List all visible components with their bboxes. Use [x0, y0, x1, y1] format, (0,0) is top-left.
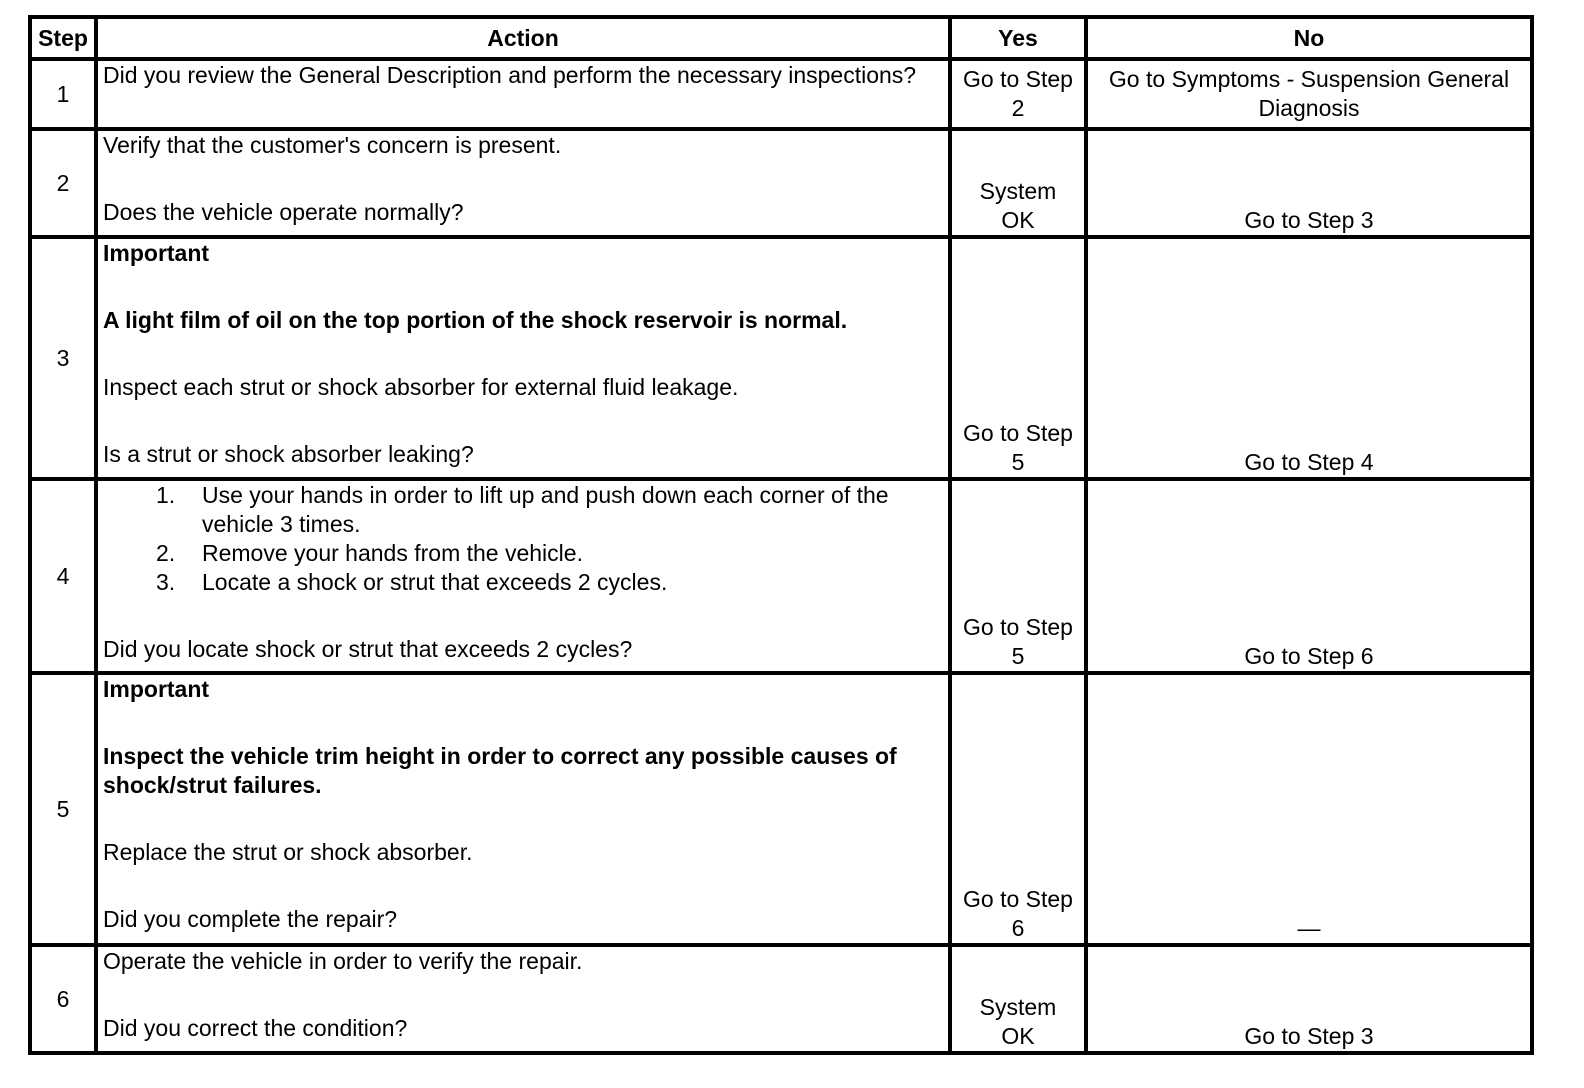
list-item: 3. Locate a shock or strut that exceeds 2 cycles.: [156, 569, 668, 595]
yes-cell: [950, 945, 1086, 1053]
header-action: Action: [96, 17, 950, 59]
step-number: 3: [30, 237, 96, 479]
header-step: Step: [30, 17, 96, 59]
action-text: Operate the vehicle in order to verify the repair.: [103, 948, 583, 974]
important-text: Inspect the vehicle trim height in order to correct any possible causes of shock/strut failures.: [103, 743, 904, 798]
action-cell: [96, 237, 950, 479]
procedure-list: [103, 481, 943, 597]
yes-text: System OK: [979, 994, 1057, 1049]
no-cell: Go to Step 3: [1086, 945, 1532, 1053]
question-text: Did you complete the repair?: [103, 906, 398, 932]
action-cell: [96, 129, 950, 237]
no-cell: Go to Step 3: [1086, 129, 1532, 237]
table-row: [30, 673, 1532, 945]
important-label: Important: [103, 240, 210, 266]
header-yes: Yes: [950, 17, 1086, 59]
yes-cell: Go to Step 5: [950, 237, 1086, 479]
yes-cell: Go to Step 6: [950, 673, 1086, 945]
no-cell: —: [1086, 673, 1532, 945]
step-number: 6: [30, 945, 96, 1053]
table-row: [30, 237, 1532, 479]
diagnostic-table: [28, 15, 1534, 1055]
step-number: 5: [30, 673, 96, 945]
action-cell: [96, 59, 950, 129]
header-no: No: [1086, 17, 1532, 59]
list-item: 2. Remove your hands from the vehicle.: [156, 540, 583, 566]
yes-cell: [950, 129, 1086, 237]
question-text: Is a strut or shock absorber leaking?: [103, 441, 474, 467]
no-cell: Go to Symptoms - Suspension General Diagnosis: [1086, 59, 1532, 129]
table-row: [30, 129, 1532, 237]
table-row: [30, 59, 1532, 129]
important-text: A light film of oil on the top portion of the shock reservoir is normal.: [103, 307, 848, 333]
question-text: Does the vehicle operate normally?: [103, 199, 464, 225]
no-cell: Go to Step 6: [1086, 479, 1532, 673]
action-text: Verify that the customer's concern is present.: [103, 132, 562, 158]
question-text: Did you locate shock or strut that exceeds 2 cycles?: [103, 636, 633, 662]
action-cell: [96, 479, 950, 673]
step-number: 4: [30, 479, 96, 673]
action-cell: [96, 945, 950, 1053]
action-cell: [96, 673, 950, 945]
no-cell: Go to Step 4: [1086, 237, 1532, 479]
instruction-text: Inspect each strut or shock absorber for external fluid leakage.: [103, 374, 739, 400]
step-number: 2: [30, 129, 96, 237]
yes-text: System OK: [979, 178, 1057, 233]
step-number: 1: [30, 59, 96, 129]
question-text: Did you correct the condition?: [103, 1015, 408, 1041]
table-row: [30, 945, 1532, 1053]
important-label: Important: [103, 676, 210, 702]
yes-cell: Go to Step 2: [950, 59, 1086, 129]
yes-cell: Go to Step 5: [950, 479, 1086, 673]
action-text: Did you review the General Description and perform the necessary inspections?: [103, 62, 917, 88]
table-row: [30, 479, 1532, 673]
header-row: [30, 17, 1532, 59]
instruction-text: Replace the strut or shock absorber.: [103, 839, 473, 865]
list-item: 1. Use your hands in order to lift up and push down each corner of the vehicle 3 times.: [156, 482, 889, 537]
